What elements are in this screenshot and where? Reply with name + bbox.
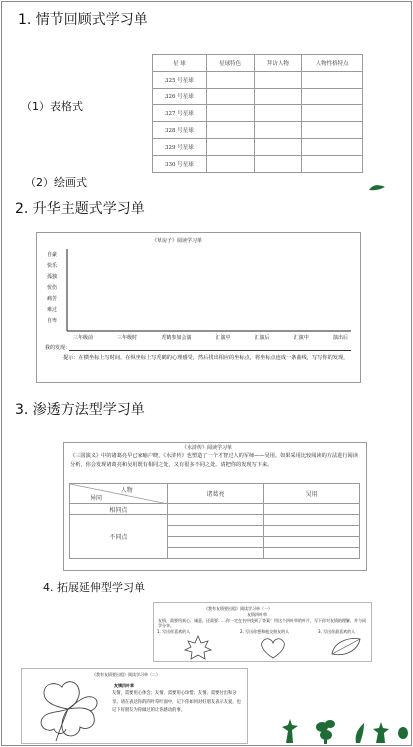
- page-frame: [1, 1, 412, 746]
- card-subtitle: 友情四叶草: [114, 683, 134, 688]
- col-person-label: 人物: [120, 487, 133, 494]
- finding-line: [69, 350, 351, 351]
- table-row: [153, 88, 363, 105]
- maple-leaf-drawing: [184, 635, 212, 661]
- heart-leaf-drawing: [258, 636, 288, 660]
- table-cell: 330 号星球: [153, 155, 207, 172]
- table-header: 星球特色: [206, 55, 254, 72]
- shuihu-card: [63, 442, 367, 571]
- emotion-labels: [47, 250, 65, 327]
- diagonal-header-cell: [70, 484, 168, 504]
- table-header: 星 球: [153, 55, 207, 72]
- card-title: 《草房子》阅读学习单: [152, 238, 203, 244]
- finding-label: 我的发现：: [45, 345, 71, 351]
- event-label: 三年级时: [117, 335, 138, 341]
- card-title: 《我有友情要出租》阅读学习单（二）: [92, 672, 160, 677]
- four-leaf-clover-drawing: [34, 677, 102, 743]
- table-row: [70, 484, 360, 504]
- table-header: 吴用: [264, 484, 360, 504]
- event-label: 汇演中: [293, 335, 309, 341]
- card-title: 《我有友情要出租》阅读学习单（一）: [204, 606, 272, 611]
- card-text: 友情，需要用心体会；友情，需要用心珍惜；友情，需要付出和分享。请在表达你的四叶草叶面中，记下你如何对好朋友表示友爱，也记下好朋友为你做过的让你感动的事。: [112, 691, 241, 713]
- emotion-label: 自卑: [47, 318, 58, 324]
- event-label: 秃鹤参加会演: [161, 335, 192, 341]
- event-label: 演出后: [332, 335, 348, 341]
- table-header-row: [153, 55, 363, 72]
- card-title: 《水浒传》阅读学习单: [182, 445, 233, 451]
- table-row: [70, 504, 360, 515]
- table-cell: 不同点: [70, 515, 168, 559]
- section3-title: 3. 渗透方法型学习单: [15, 402, 145, 418]
- friendship-card-1: [153, 602, 372, 662]
- section2-title: 2. 升华主题式学习单: [15, 201, 145, 217]
- section1-sub2: （2）绘画式: [25, 176, 87, 189]
- table-row: [153, 122, 363, 139]
- emotion-label: 快乐: [47, 263, 58, 269]
- event-label: 汇演后: [254, 335, 270, 341]
- leaf-label: 3. 写出你最喜欢的人: [318, 629, 356, 634]
- event-labels: [73, 334, 348, 341]
- table-cell: 326 号星球: [153, 88, 207, 105]
- sprout-decoration: [368, 182, 386, 192]
- table-row: [153, 155, 363, 172]
- table-row: [153, 105, 363, 122]
- table-cell: 325 号星球: [153, 71, 207, 88]
- emotion-label: 孤独: [47, 274, 58, 280]
- plant-decoration: [278, 713, 410, 745]
- emotion-axes: [65, 247, 357, 335]
- planet-table: [152, 54, 363, 173]
- table-header: 拜访人物: [254, 55, 302, 72]
- leaf-label: 1. 写出你喜欢的人: [157, 629, 191, 634]
- hint-text: 提示：在横坐标上写时间，在纵坐标上写秃鹤的心理感受，然后找出相应的坐标点，将坐标点连成一条曲线，写写你的发现。: [63, 355, 349, 361]
- leaf-label: 2. 写出你想和他交朋友的人: [240, 629, 290, 634]
- table-cell: 相同点: [70, 504, 168, 515]
- emotion-label: 自豪: [47, 252, 58, 258]
- table-header: 诸葛亮: [167, 484, 264, 504]
- col-diff-label: 异同: [90, 495, 103, 502]
- table-header: 人物性格特点: [302, 55, 363, 72]
- event-label: 汇演中: [215, 335, 231, 341]
- oval-leaf-drawing: [330, 636, 362, 658]
- table-cell: 328 号星球: [153, 122, 207, 139]
- caofangzi-card: [36, 232, 361, 383]
- emotion-label: 难过: [47, 307, 58, 313]
- card-text: 友情，需要用真心、诚意，还需要……你一定在书中找到了答案！用这个四叶草的叶片，写下你对友情的理解，并与同学分享。: [158, 618, 366, 629]
- friendship-card-2: [21, 668, 248, 744]
- section1-sub1: （1）表格式: [21, 100, 83, 113]
- emotion-label: 痛苦: [47, 296, 58, 302]
- event-label: 三年级前: [73, 335, 94, 341]
- intro-text: 《三国演义》中的诸葛亮早已家喻户晓，《水浒传》也塑造了一个才智过人的军师——吴用。如果采用比较阅读的方法进行阅读分析，你会发现诸葛亮和吴用既有相同之处，又有很多不同之处。请把你的发现写下来。: [70, 453, 358, 468]
- section4-title: 4. 拓展延伸型学习单: [43, 581, 145, 594]
- table-row: [153, 71, 363, 88]
- table-row: [153, 138, 363, 155]
- table-row: [70, 515, 360, 526]
- emotion-label: 忧伤: [47, 285, 58, 291]
- section1-title: 1. 情节回顾式学习单: [18, 12, 148, 28]
- table-cell: 327 号星球: [153, 105, 207, 122]
- table-cell: 329 号星球: [153, 138, 207, 155]
- card-subtitle: 友情四叶草: [247, 612, 267, 617]
- compare-table: [69, 483, 360, 559]
